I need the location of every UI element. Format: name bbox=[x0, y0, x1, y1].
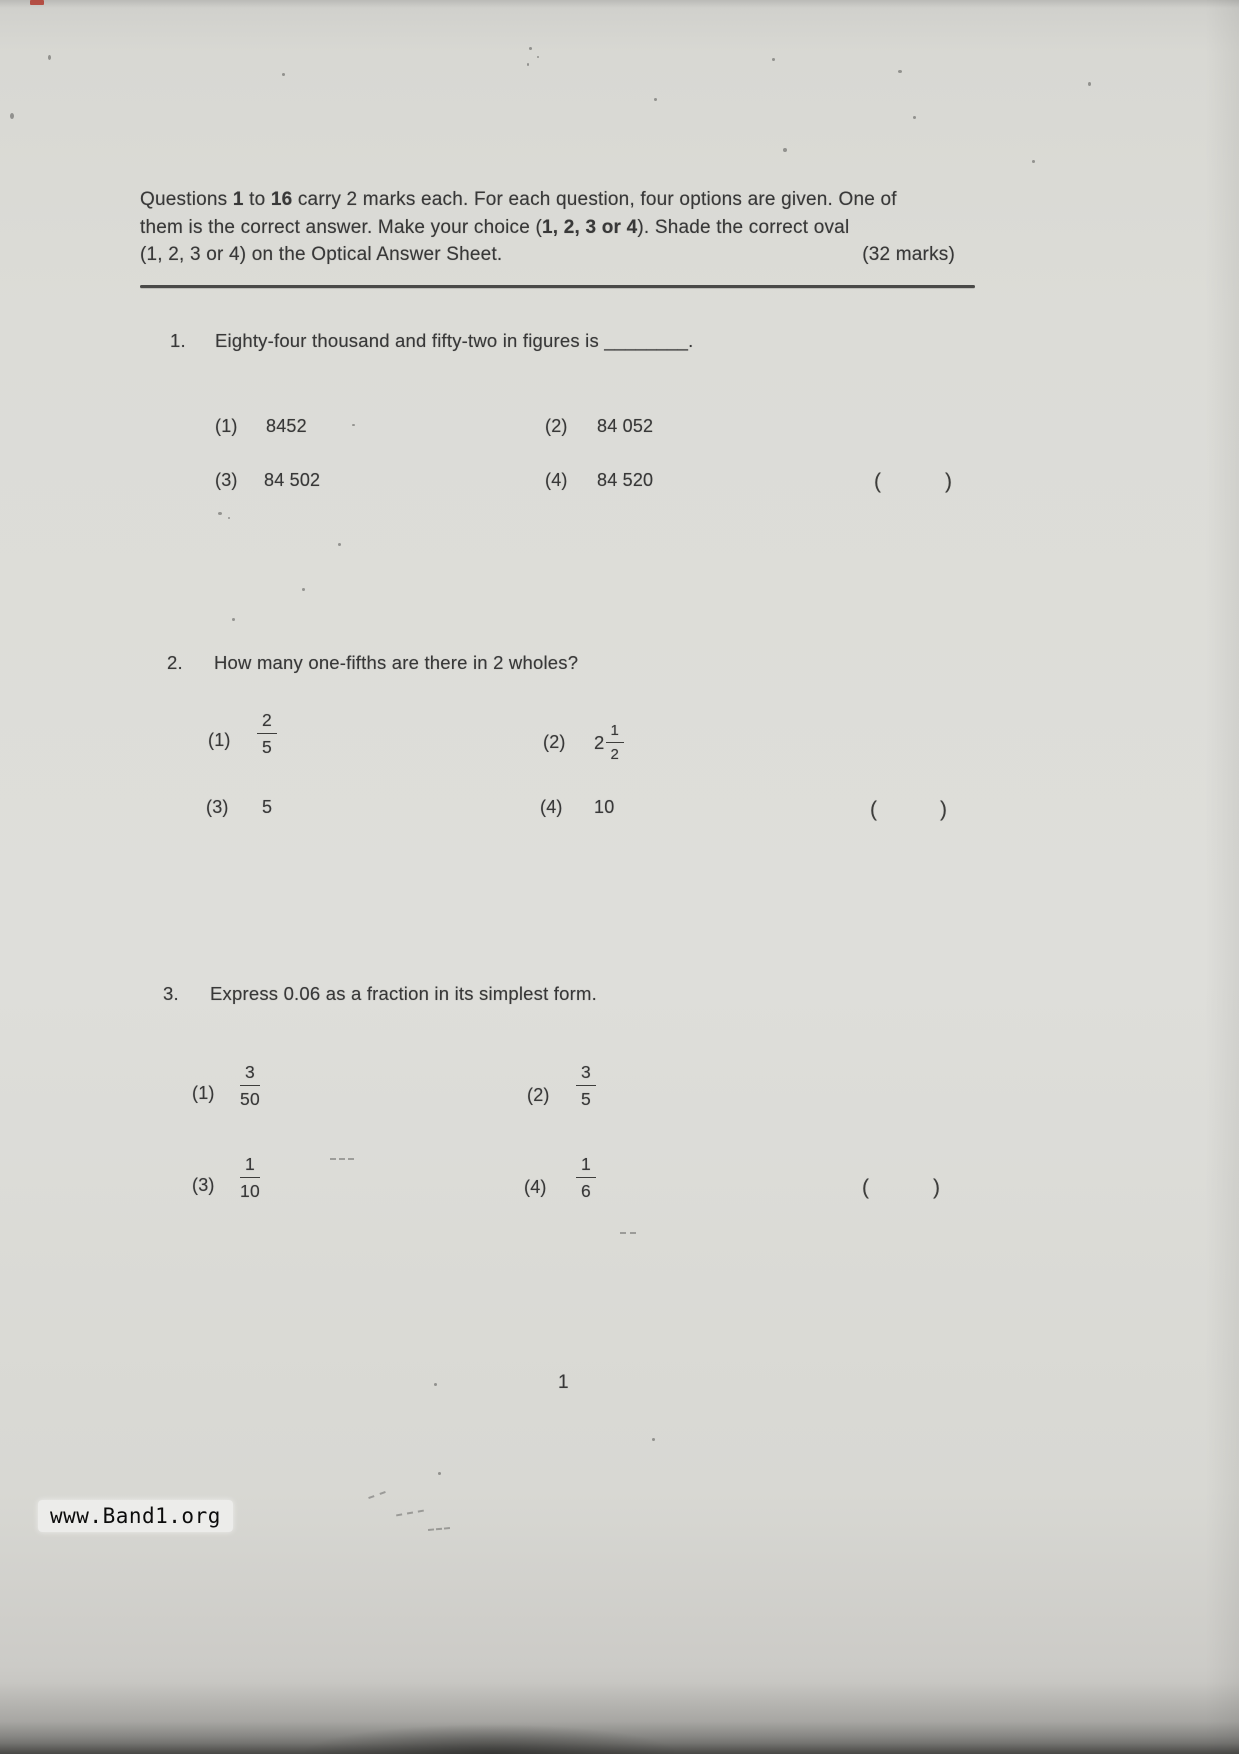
instructions-block bbox=[140, 186, 985, 269]
scan-speck bbox=[228, 517, 230, 519]
scan-dash-mark bbox=[330, 1158, 354, 1160]
scan-speck bbox=[10, 113, 14, 119]
question-2-text: How many one-fifths are there in 2 wholes? bbox=[214, 652, 579, 673]
question-2-number: 2. bbox=[167, 652, 183, 673]
scan-speck bbox=[434, 1383, 437, 1386]
q2-option-2-label: (2) bbox=[543, 732, 566, 752]
scan-speck bbox=[529, 47, 532, 50]
q3-option-3-numerator: 1 bbox=[240, 1154, 260, 1178]
watermark-text: www.Band1.org bbox=[50, 1504, 221, 1528]
question-1-text: Eighty-four thousand and fifty-two in figures is ________. bbox=[215, 330, 694, 351]
scan-speck bbox=[338, 543, 341, 546]
q3-option-3-denominator: 10 bbox=[240, 1181, 260, 1202]
q3-option-4-label: (4) bbox=[524, 1177, 547, 1197]
q2-answer-bracket-open: ( bbox=[870, 798, 878, 821]
marks-label: (32 marks) bbox=[862, 244, 955, 265]
q2-option-1-label: (1) bbox=[208, 730, 231, 750]
q3-option-1-denominator: 50 bbox=[240, 1089, 260, 1110]
scan-speck bbox=[783, 148, 787, 152]
scan-speck bbox=[772, 58, 775, 61]
q3-option-4-numerator: 1 bbox=[576, 1154, 596, 1178]
q3-option-2-label: (2) bbox=[527, 1085, 550, 1105]
q1-option-4-label: (4) bbox=[545, 470, 568, 490]
q3-option-3-label: (3) bbox=[192, 1175, 215, 1195]
instructions-line-3-text: (1, 2, 3 or 4) on the Optical Answer Sheet. bbox=[140, 244, 503, 265]
q1-option-2-value: 84 052 bbox=[597, 416, 654, 436]
q2-option-1-fraction bbox=[257, 710, 277, 757]
q1-option-3-value: 84 502 bbox=[264, 470, 321, 490]
scan-speck bbox=[654, 98, 657, 101]
q2-option-3-value: 5 bbox=[262, 797, 273, 817]
scan-right-shadow bbox=[1205, 0, 1239, 1754]
instructions-line-2: them is the correct answer. Make your choice (1, 2, 3 or 4). Shade the correct oval bbox=[140, 216, 850, 238]
question-3-number: 3. bbox=[163, 983, 179, 1004]
scan-bottom-blotch bbox=[300, 1724, 680, 1754]
q3-option-2-denominator: 5 bbox=[581, 1089, 591, 1110]
q3-option-1-fraction bbox=[240, 1062, 260, 1109]
q2-option-2-denominator: 2 bbox=[610, 746, 620, 764]
instructions-line-1: Questions 1 to 16 carry 2 marks each. For each question, four options are given. One of bbox=[140, 189, 897, 210]
q1-option-1-value: 8452 bbox=[266, 416, 307, 436]
scan-speck bbox=[652, 1438, 655, 1441]
scan-top-shadow bbox=[0, 0, 1239, 8]
q1-option-2-label: (2) bbox=[545, 416, 568, 436]
q2-option-4-label: (4) bbox=[540, 797, 563, 817]
scan-speck bbox=[232, 618, 235, 621]
q1-option-4-value: 84 520 bbox=[597, 470, 654, 490]
scan-speck bbox=[537, 56, 539, 58]
scan-dash-mark bbox=[620, 1232, 636, 1234]
q2-option-3-label: (3) bbox=[206, 797, 229, 817]
q2-answer-bracket-close: ) bbox=[940, 798, 948, 821]
scan-speck bbox=[302, 588, 305, 591]
q1-option-1-label: (1) bbox=[215, 416, 238, 436]
q1-option-3-label: (3) bbox=[215, 470, 238, 490]
scan-speck bbox=[438, 1472, 441, 1475]
scan-red-mark bbox=[30, 0, 44, 5]
scan-speck bbox=[218, 512, 222, 515]
q2-option-1-numerator: 2 bbox=[257, 710, 277, 734]
q3-option-1-label: (1) bbox=[192, 1083, 215, 1103]
q2-option-1-denominator: 5 bbox=[262, 737, 272, 758]
q3-option-4-fraction bbox=[576, 1154, 596, 1201]
scan-speck bbox=[898, 70, 902, 73]
q2-option-2-whole: 2 bbox=[594, 731, 605, 753]
instructions-line-3 bbox=[140, 241, 985, 269]
scan-speck bbox=[282, 73, 285, 76]
scan-speck bbox=[1032, 160, 1035, 163]
scan-speck bbox=[913, 116, 916, 119]
page-number: 1 bbox=[558, 1372, 569, 1393]
watermark bbox=[38, 1500, 233, 1532]
scan-speck bbox=[352, 424, 355, 426]
q2-option-2-mixed-number bbox=[594, 722, 624, 764]
q1-answer-bracket-close: ) bbox=[945, 470, 953, 493]
q3-option-2-fraction bbox=[576, 1062, 596, 1109]
q3-option-3-fraction bbox=[240, 1154, 260, 1201]
q1-answer-bracket-open: ( bbox=[874, 470, 882, 493]
q2-option-4-value: 10 bbox=[594, 797, 615, 817]
scan-speck bbox=[1088, 82, 1091, 86]
q3-answer-bracket-close: ) bbox=[933, 1176, 941, 1199]
scan-speck bbox=[527, 63, 529, 66]
question-1-number: 1. bbox=[170, 330, 186, 351]
q3-option-4-denominator: 6 bbox=[581, 1181, 591, 1202]
q3-answer-bracket-open: ( bbox=[862, 1176, 870, 1199]
q3-option-1-numerator: 3 bbox=[240, 1062, 260, 1086]
scan-speck bbox=[48, 55, 51, 60]
header-divider-line bbox=[140, 285, 975, 288]
q3-option-2-numerator: 3 bbox=[576, 1062, 596, 1086]
question-3-text: Express 0.06 as a fraction in its simplest form. bbox=[210, 983, 597, 1004]
q2-option-2-numerator: 1 bbox=[606, 722, 625, 743]
q2-option-2-fraction bbox=[606, 722, 625, 764]
